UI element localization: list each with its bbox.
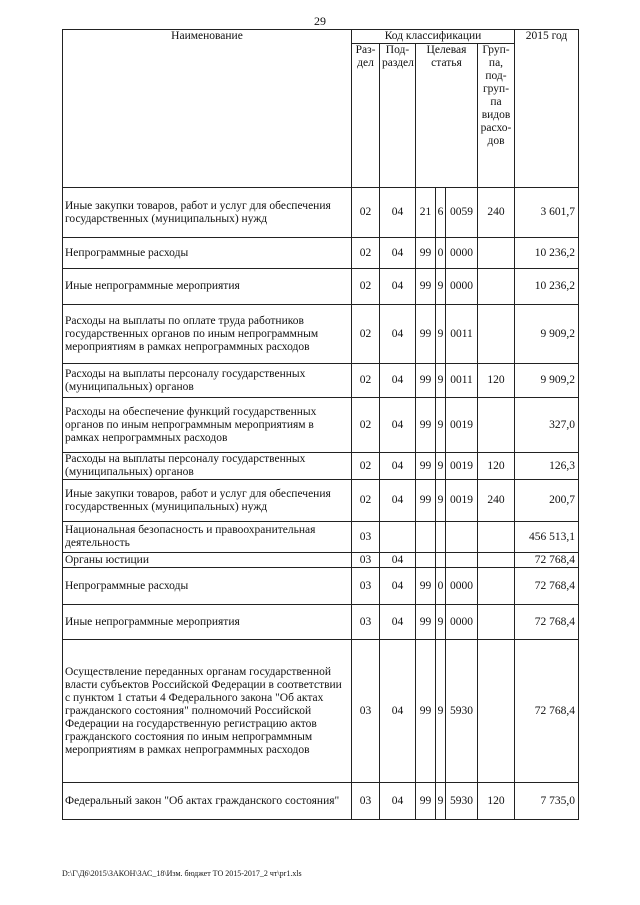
row-target-part3: 0019 bbox=[446, 480, 478, 522]
row-expense-type bbox=[478, 553, 515, 568]
row-target-part3: 5930 bbox=[446, 640, 478, 783]
row-target-part3: 5930 bbox=[446, 783, 478, 820]
row-target-part1 bbox=[416, 522, 436, 553]
row-podrazdel: 04 bbox=[380, 640, 416, 783]
file-path-footer: D:\Г\Д6\2015\ЗАКОН\ЗАС_18\Изм. бюджет ТО 2015-2017_2 чт\pr1.xls bbox=[62, 869, 302, 878]
row-target-part1: 99 bbox=[416, 568, 436, 605]
row-podrazdel: 04 bbox=[380, 783, 416, 820]
row-podrazdel: 04 bbox=[380, 605, 416, 640]
row-name: Расходы на выплаты персоналу государственных (муниципальных) органов bbox=[63, 364, 352, 398]
row-target-part2: 0 bbox=[436, 568, 446, 605]
row-name: Непрограммные расходы bbox=[63, 568, 352, 605]
table-row bbox=[63, 568, 579, 605]
row-expense-type bbox=[478, 640, 515, 783]
row-amount: 72 768,4 bbox=[515, 640, 579, 783]
table-row bbox=[63, 522, 579, 553]
row-target-part3: 0000 bbox=[446, 605, 478, 640]
row-target-part3: 0019 bbox=[446, 398, 478, 453]
row-podrazdel: 04 bbox=[380, 364, 416, 398]
table-row bbox=[63, 364, 579, 398]
budget-table bbox=[62, 29, 579, 820]
row-expense-type bbox=[478, 605, 515, 640]
header-name: Наименование bbox=[63, 30, 352, 188]
table-row bbox=[63, 305, 579, 364]
row-podrazdel bbox=[380, 522, 416, 553]
row-name: Федеральный закон "Об актах гражданского состояния" bbox=[63, 783, 352, 820]
row-target-part1: 99 bbox=[416, 398, 436, 453]
table-row bbox=[63, 398, 579, 453]
row-name: Иные непрограммные мероприятия bbox=[63, 269, 352, 305]
row-amount: 456 513,1 bbox=[515, 522, 579, 553]
row-target-part1: 99 bbox=[416, 305, 436, 364]
row-podrazdel: 04 bbox=[380, 269, 416, 305]
table-row bbox=[63, 188, 579, 238]
row-expense-type: 120 bbox=[478, 783, 515, 820]
header-expense-group: Груп- па, под- груп- па видов расхо- дов bbox=[478, 44, 515, 188]
row-amount: 200,7 bbox=[515, 480, 579, 522]
row-target-part1: 21 bbox=[416, 188, 436, 238]
row-target-part2: 9 bbox=[436, 605, 446, 640]
row-expense-type bbox=[478, 522, 515, 553]
row-name: Расходы на выплаты персоналу государственных (муниципальных) органов bbox=[63, 453, 352, 480]
header-razdel: Раз- дел bbox=[352, 44, 380, 188]
table-row bbox=[63, 238, 579, 269]
row-amount: 9 909,2 bbox=[515, 305, 579, 364]
row-target-part1: 99 bbox=[416, 480, 436, 522]
row-amount: 72 768,4 bbox=[515, 553, 579, 568]
row-expense-type bbox=[478, 568, 515, 605]
row-amount: 3 601,7 bbox=[515, 188, 579, 238]
row-target-part2: 9 bbox=[436, 269, 446, 305]
row-target-part3: 0011 bbox=[446, 305, 478, 364]
row-expense-type: 120 bbox=[478, 453, 515, 480]
row-expense-type bbox=[478, 398, 515, 453]
row-razdel: 02 bbox=[352, 364, 380, 398]
row-name: Органы юстиции bbox=[63, 553, 352, 568]
row-target-part1 bbox=[416, 553, 436, 568]
row-amount: 72 768,4 bbox=[515, 568, 579, 605]
row-target-part2: 9 bbox=[436, 453, 446, 480]
row-razdel: 03 bbox=[352, 640, 380, 783]
table-row bbox=[63, 640, 579, 783]
table-row bbox=[63, 269, 579, 305]
row-target-part2: 0 bbox=[436, 238, 446, 269]
page-number: 29 bbox=[314, 14, 326, 28]
row-expense-type bbox=[478, 269, 515, 305]
row-target-part1: 99 bbox=[416, 605, 436, 640]
row-name: Национальная безопасность и правоохранительная деятельность bbox=[63, 522, 352, 553]
row-razdel: 02 bbox=[352, 305, 380, 364]
row-target-part2: 6 bbox=[436, 188, 446, 238]
row-target-part2: 9 bbox=[436, 640, 446, 783]
row-podrazdel: 04 bbox=[380, 238, 416, 269]
row-target-part3: 0000 bbox=[446, 568, 478, 605]
row-target-part2 bbox=[436, 522, 446, 553]
row-amount: 327,0 bbox=[515, 398, 579, 453]
row-razdel: 02 bbox=[352, 480, 380, 522]
row-podrazdel: 04 bbox=[380, 398, 416, 453]
row-target-part1: 99 bbox=[416, 783, 436, 820]
row-name: Иные непрограммные мероприятия bbox=[63, 605, 352, 640]
row-expense-type: 120 bbox=[478, 364, 515, 398]
row-podrazdel: 04 bbox=[380, 188, 416, 238]
header-row-top bbox=[63, 30, 579, 44]
row-expense-type bbox=[478, 238, 515, 269]
row-razdel: 03 bbox=[352, 568, 380, 605]
row-target-part3: 0000 bbox=[446, 238, 478, 269]
header-podrazdel: Под- раздел bbox=[380, 44, 416, 188]
row-razdel: 02 bbox=[352, 453, 380, 480]
row-podrazdel: 04 bbox=[380, 553, 416, 568]
row-target-part3 bbox=[446, 553, 478, 568]
row-razdel: 03 bbox=[352, 605, 380, 640]
row-target-part3 bbox=[446, 522, 478, 553]
row-amount: 9 909,2 bbox=[515, 364, 579, 398]
row-target-part1: 99 bbox=[416, 453, 436, 480]
row-target-part2: 9 bbox=[436, 398, 446, 453]
row-target-part2: 9 bbox=[436, 305, 446, 364]
row-razdel: 03 bbox=[352, 522, 380, 553]
row-name: Расходы на обеспечение функций государственных органов по иным непрограммным мероприятиям в рамках непрограммных расходов bbox=[63, 398, 352, 453]
row-razdel: 03 bbox=[352, 783, 380, 820]
row-target-part2: 9 bbox=[436, 783, 446, 820]
row-amount: 7 735,0 bbox=[515, 783, 579, 820]
row-name: Расходы на выплаты по оплате труда работников государственных органов по иным непрограммным мероприятиям в рамках непрограммных расходов bbox=[63, 305, 352, 364]
row-podrazdel: 04 bbox=[380, 453, 416, 480]
row-target-part1: 99 bbox=[416, 364, 436, 398]
row-target-part2: 9 bbox=[436, 364, 446, 398]
row-razdel: 02 bbox=[352, 238, 380, 269]
row-name: Осуществление переданных органам государственной власти субъектов Российской Федерации в соответствии с пунктом 1 статьи 4 Федерального закона "Об актах гражданского состояния" полномочий Российской Федерации на государственную регистрацию актов гражданского состояния по иным непрограммным мероприятиям в рамках непрограммных расходов bbox=[63, 640, 352, 783]
row-expense-type: 240 bbox=[478, 188, 515, 238]
row-name: Непрограммные расходы bbox=[63, 238, 352, 269]
table-row bbox=[63, 553, 579, 568]
row-target-part1: 99 bbox=[416, 640, 436, 783]
row-podrazdel: 04 bbox=[380, 480, 416, 522]
row-razdel: 02 bbox=[352, 188, 380, 238]
table-row bbox=[63, 453, 579, 480]
table-row bbox=[63, 605, 579, 640]
row-target-part1: 99 bbox=[416, 238, 436, 269]
row-target-part3: 0059 bbox=[446, 188, 478, 238]
row-target-part2 bbox=[436, 553, 446, 568]
row-razdel: 03 bbox=[352, 553, 380, 568]
row-target-part3: 0011 bbox=[446, 364, 478, 398]
row-target-part2: 9 bbox=[436, 480, 446, 522]
row-target-part3: 0000 bbox=[446, 269, 478, 305]
header-classification-code: Код классификации bbox=[352, 30, 515, 44]
row-target-part3: 0019 bbox=[446, 453, 478, 480]
row-razdel: 02 bbox=[352, 269, 380, 305]
row-name: Иные закупки товаров, работ и услуг для обеспечения государственных (муниципальных) нужд bbox=[63, 188, 352, 238]
table-row bbox=[63, 783, 579, 820]
header-year: 2015 год bbox=[515, 30, 579, 188]
row-target-part1: 99 bbox=[416, 269, 436, 305]
row-podrazdel: 04 bbox=[380, 305, 416, 364]
row-amount: 10 236,2 bbox=[515, 269, 579, 305]
table-body bbox=[63, 188, 579, 820]
row-expense-type bbox=[478, 305, 515, 364]
row-razdel: 02 bbox=[352, 398, 380, 453]
header-target-article: Целевая статья bbox=[416, 44, 478, 188]
row-amount: 72 768,4 bbox=[515, 605, 579, 640]
table-row bbox=[63, 480, 579, 522]
row-name: Иные закупки товаров, работ и услуг для обеспечения государственных (муниципальных) нужд bbox=[63, 480, 352, 522]
row-amount: 126,3 bbox=[515, 453, 579, 480]
row-podrazdel: 04 bbox=[380, 568, 416, 605]
row-amount: 10 236,2 bbox=[515, 238, 579, 269]
row-expense-type: 240 bbox=[478, 480, 515, 522]
